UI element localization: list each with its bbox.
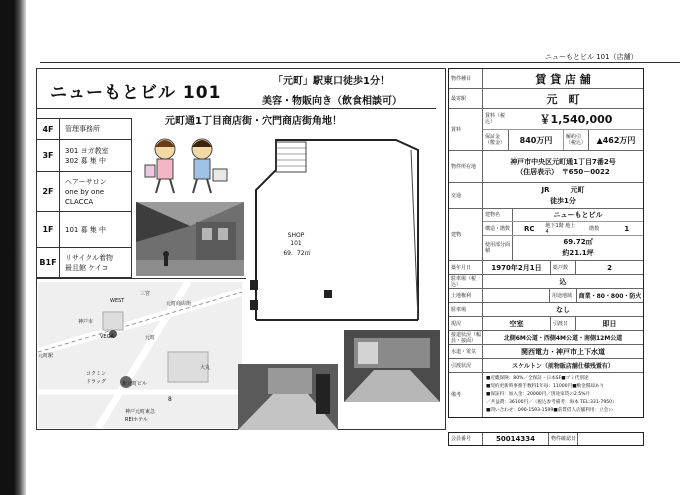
property-details-table bbox=[448, 68, 644, 418]
row-label: 引渡状況 bbox=[449, 359, 483, 372]
remark-line: ／共益費：36100円／（税込参考備考：海本 TEL:331-7950） bbox=[486, 400, 617, 405]
floor-tenant: one by one bbox=[65, 187, 105, 196]
map-label: ドラッグ bbox=[86, 379, 106, 385]
map-label: 8 bbox=[168, 396, 172, 403]
interior-photo-2 bbox=[238, 364, 338, 430]
detail-row bbox=[449, 69, 643, 89]
parking-value: なし bbox=[556, 305, 570, 314]
row-label: 駐車場 bbox=[449, 303, 483, 316]
map-label: コクミン bbox=[86, 371, 107, 377]
handover-value: 即日 bbox=[602, 319, 617, 328]
row-label: 引渡日 bbox=[550, 317, 576, 330]
map-label: WEST bbox=[110, 298, 125, 304]
floor-tenant: 302 募 集 中 bbox=[65, 156, 107, 165]
map-label: 三宮 bbox=[140, 291, 151, 297]
key-money-value: ▲462万円 bbox=[596, 135, 636, 145]
detail-row bbox=[449, 261, 643, 275]
interior-photo-1 bbox=[344, 330, 440, 402]
detail-row bbox=[449, 275, 643, 289]
remark-line: ■保証料：加入金：20000円／別途家賃の2.5%月 bbox=[486, 392, 591, 397]
scan-edge bbox=[0, 0, 26, 495]
row-label: 交通 bbox=[449, 183, 483, 208]
address-value: 神戸市中央区元町通1丁目7番2号 bbox=[510, 157, 616, 166]
building-title: ニューもとビル 101 bbox=[50, 83, 222, 103]
parking-fee-value: 込 bbox=[559, 277, 567, 286]
rail-line: JR bbox=[541, 185, 550, 194]
row-label: 土地権利 bbox=[449, 289, 483, 302]
detail-row bbox=[449, 359, 643, 373]
map-label: 元町商店街 bbox=[166, 301, 192, 307]
structure-value: RC bbox=[523, 224, 535, 233]
member-id-value: 50014334 bbox=[496, 435, 535, 443]
area-sqm: 69.72㎡ bbox=[563, 238, 593, 246]
member-id-row bbox=[448, 432, 644, 446]
postal-code: 〒650－0022 bbox=[561, 167, 610, 176]
row-label: 現況 bbox=[449, 317, 483, 330]
row-label: 賃料 bbox=[449, 109, 483, 150]
row-label: 築年月日 bbox=[449, 261, 483, 274]
property-type-value: 賃 貸 店 舗 bbox=[535, 72, 591, 86]
map-label: 元町駅 bbox=[38, 353, 54, 359]
status-value: 空室 bbox=[509, 319, 524, 328]
map-label: 神戸市 bbox=[78, 319, 94, 325]
floor-label: 階数 bbox=[589, 226, 600, 232]
map-label: REIホテル bbox=[125, 417, 148, 423]
road-value: 北側6M公道・西側4M公道・南側12M公道 bbox=[503, 335, 623, 342]
row-label: 建物 bbox=[449, 209, 483, 260]
map-label: 神戸元町東急 bbox=[125, 409, 156, 415]
catch-line-1: 「元町」駅東口徒歩1分！ bbox=[273, 76, 390, 87]
walk-time: 徒歩1分 bbox=[550, 196, 576, 205]
row-label: 最寄駅 bbox=[449, 89, 483, 108]
detail-row bbox=[449, 303, 643, 317]
rent-value: ￥1,540,000 bbox=[539, 113, 613, 127]
detail-row bbox=[449, 209, 643, 261]
floorplan-unit: 101 bbox=[290, 240, 302, 247]
row-label: 接道状況（幅員・接面） bbox=[451, 331, 482, 344]
station-value: 元 町 bbox=[546, 92, 580, 106]
row-sublabel: 解約引（税込） bbox=[563, 130, 589, 150]
detail-row bbox=[449, 331, 643, 345]
remark-line: ■問い合わせ：090-1593-1599■前賃借人店舗利用：立会い bbox=[486, 408, 613, 413]
row-label: 水道・電気 bbox=[449, 345, 483, 358]
street-photo bbox=[136, 202, 244, 276]
floor-tenant: CLACCA bbox=[65, 197, 94, 206]
map-label: VEGA bbox=[100, 334, 114, 340]
map-label: 元町 bbox=[145, 335, 156, 341]
catch-line-2: 美容・物販向き（飲食相談可） bbox=[262, 96, 402, 107]
detail-row bbox=[449, 373, 643, 417]
floor-label: 2F bbox=[37, 172, 60, 211]
building-name-value: ニューもとビル bbox=[553, 211, 603, 219]
deposit-value: 840万円 bbox=[519, 135, 553, 145]
map-label: 大丸 bbox=[200, 365, 211, 371]
row-label: 物件確認日 bbox=[548, 433, 578, 445]
row-label: 総戸数 bbox=[550, 261, 576, 274]
detail-row bbox=[449, 317, 643, 331]
floor-tenant: 101 募 集 中 bbox=[65, 225, 107, 234]
floor-tenant: 管理事務所 bbox=[65, 125, 100, 133]
address-note: （住居表示） bbox=[516, 167, 555, 176]
detail-row bbox=[449, 345, 643, 359]
row-sublabel: 建物名 bbox=[483, 209, 513, 221]
floor-label: 3F bbox=[37, 140, 60, 171]
floorplan-area: 69．72㎡ bbox=[283, 250, 311, 257]
floor-label: B1F bbox=[37, 248, 60, 277]
row-sublabel: 構造・階数 bbox=[483, 222, 513, 235]
area-map bbox=[38, 282, 242, 428]
detail-row bbox=[449, 183, 643, 209]
floor-tenant: リサイクル着物 bbox=[65, 253, 114, 262]
row-label: 物件所在地 bbox=[449, 151, 483, 182]
floor-label: 1F bbox=[37, 212, 60, 247]
row-label: 備考 bbox=[449, 373, 483, 417]
floors-count: 地下1階 地上4 bbox=[545, 223, 576, 235]
floor-label: 4F bbox=[37, 119, 60, 139]
floor-tenant: 301 ヨガ教室 bbox=[65, 146, 109, 155]
handover-condition-value: スケルトン（前物販店舗仕様残置有） bbox=[512, 363, 614, 370]
utilities-value: 関西電力・神戸市上下水道 bbox=[521, 347, 605, 356]
row-sublabel: 保証金（敷金） bbox=[483, 130, 509, 150]
detail-row bbox=[449, 109, 643, 151]
header-rule bbox=[40, 62, 680, 63]
document-heading: ニューもとビル 101（店舗） bbox=[545, 53, 638, 61]
floorplan-shop-label: SHOP bbox=[287, 232, 305, 239]
floor-number: 1 bbox=[624, 224, 630, 233]
rail-station: 元町 bbox=[570, 185, 585, 194]
row-sublabel: 使用部分面積 bbox=[483, 236, 513, 260]
area-tsubo: 約21.1坪 bbox=[562, 249, 594, 257]
detail-row bbox=[449, 151, 643, 183]
row-label: 会員番号 bbox=[449, 433, 483, 445]
shoppers-illustration bbox=[140, 135, 235, 197]
zoning-value: 商業・80・800・防火 bbox=[578, 293, 642, 300]
units-value: 2 bbox=[607, 263, 612, 272]
built-value: 1970年2月1日 bbox=[491, 263, 542, 272]
row-sublabel: 賃料（税込） bbox=[485, 113, 506, 126]
catch-line-3: 元町通1丁目商店街・穴門商店街角地！ bbox=[165, 116, 342, 127]
floor-plan bbox=[246, 130, 432, 326]
row-label: 物件種目 bbox=[449, 69, 483, 88]
remark-line: ■契約更新時事務手数料1年毎：11000円■敷金償却あり bbox=[486, 384, 605, 389]
row-label: 駐車場（税込） bbox=[449, 275, 483, 288]
floor-tenant: ヘアーサロン bbox=[65, 177, 107, 186]
remark-line: ■近畿保険：80%／全保証・日本SF■ゴミ代別途 bbox=[486, 376, 589, 381]
detail-row bbox=[449, 289, 643, 303]
floor-tenant: 最且館 ケイコ bbox=[65, 263, 109, 272]
detail-row bbox=[449, 89, 643, 109]
map-label: 新元町ビル bbox=[122, 381, 148, 387]
row-label: 用途地域 bbox=[549, 289, 577, 302]
